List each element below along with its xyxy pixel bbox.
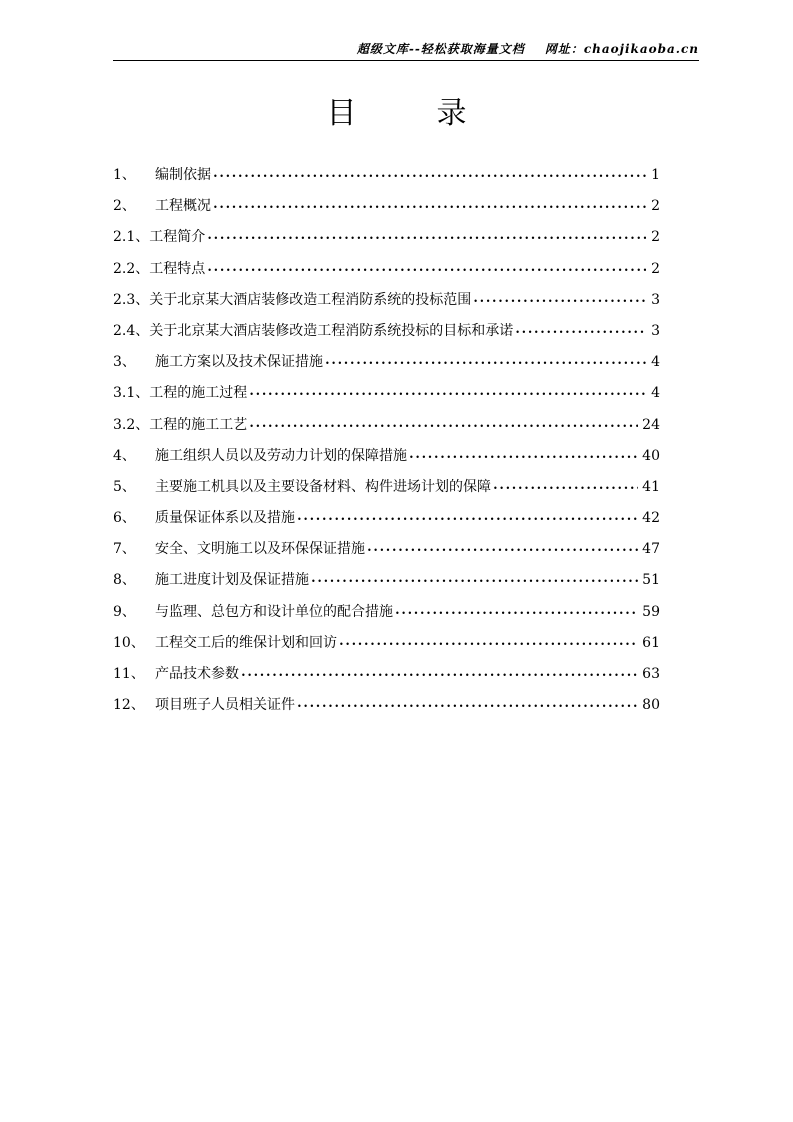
toc-entry-title: 工程概况 [155,198,211,215]
toc-entry-number: 2.4、 [113,322,150,339]
toc-entry[interactable] [113,569,660,600]
toc-entry-title: 主要施工机具以及主要设备材料、构件进场计划的保障 [155,478,491,495]
toc-entry-number: 10、 [113,634,145,651]
toc-leader-dots [409,448,638,464]
toc-entry-page: 3 [651,291,660,308]
toc-entry-page: 2 [651,260,660,277]
toc-entry-page: 2 [651,198,660,215]
toc-entry-number: 2.3、 [113,291,150,308]
toc-entry-page: 47 [642,541,660,558]
toc-entry-number: 3、 [113,354,136,371]
toc-entry-title: 关于北京某大酒店装修改造工程消防系统的投标范围 [149,291,472,308]
toc-entry[interactable] [113,164,660,195]
toc-entry-title: 工程交工后的维保计划和回访 [155,634,337,651]
toc-entry-number: 9、 [113,603,136,620]
toc-entry[interactable] [113,694,660,725]
toc-entry-number: 2.1、 [113,229,150,246]
toc-entry[interactable] [113,414,660,445]
toc-entry-page: 59 [642,603,660,620]
toc-leader-dots [473,292,646,308]
toc-entry-title: 施工进度计划及保证措施 [155,572,309,589]
toc-entry[interactable] [113,258,660,289]
table-of-contents [113,164,660,725]
toc-leader-dots [493,479,638,495]
toc-leader-dots [297,697,638,713]
toc-entry-title: 关于北京某大酒店装修改造工程消防系统投标的目标和承诺 [149,322,514,339]
toc-entry[interactable] [113,632,660,663]
toc-entry-page: 61 [642,634,660,651]
toc-leader-dots [241,666,638,682]
toc-leader-dots [213,167,646,183]
toc-entry-page: 1 [651,167,660,183]
toc-entry-number: 3.1、 [113,385,150,402]
page-header [113,36,699,61]
toc-leader-dots [249,385,646,401]
toc-leader-dots [213,198,646,214]
toc-leader-dots [367,541,638,557]
toc-entry-page: 40 [642,447,660,464]
toc-entry[interactable] [113,445,660,476]
toc-entry-title: 工程的施工工艺 [149,416,248,433]
toc-entry-page: 24 [642,416,660,433]
toc-entry-page: 2 [651,229,660,246]
toc-entry[interactable] [113,351,660,382]
toc-entry-title: 工程简介 [149,229,206,246]
toc-entry-title: 安全、文明施工以及环保保证措施 [155,541,365,558]
header-library-name: 超级文库--轻松获取海量文档 [356,42,525,56]
toc-entry-title: 工程的施工过程 [149,385,248,402]
toc-entry-title: 施工方案以及技术保证措施 [155,354,323,371]
toc-entry-title: 产品技术参数 [155,666,239,682]
toc-entry-page: 4 [651,354,660,371]
toc-leader-dots [311,572,638,588]
toc-leader-dots [207,229,646,245]
header-text [357,40,699,57]
toc-entry-number: 3.2、 [113,416,150,433]
toc-entry-number: 4、 [113,447,136,464]
toc-leader-dots [207,261,646,277]
toc-leader-dots [395,604,638,620]
toc-entry-page: 51 [642,572,660,589]
toc-entry[interactable] [113,226,660,257]
toc-entry[interactable] [113,382,660,413]
toc-entry[interactable] [113,195,660,226]
toc-leader-dots [249,417,638,433]
toc-entry-number: 2.2、 [113,260,150,277]
toc-entry-number: 1、 [113,167,136,183]
toc-entry-title: 工程特点 [149,260,206,277]
toc-entry-page: 42 [642,510,660,527]
toc-entry-page: 4 [651,385,660,402]
toc-leader-dots [297,510,638,526]
toc-entry-page: 41 [642,478,660,495]
toc-leader-dots [515,323,646,339]
toc-entry[interactable] [113,476,660,507]
toc-leader-dots [325,354,646,370]
toc-entry-number: 5、 [113,478,136,495]
toc-entry[interactable] [113,538,660,569]
toc-entry[interactable] [113,289,660,320]
toc-entry[interactable] [113,320,660,351]
toc-entry[interactable] [113,507,660,538]
toc-entry-number: 6、 [113,510,136,527]
toc-entry-title: 质量保证体系以及措施 [155,510,295,527]
toc-entry-number: 12、 [113,697,145,714]
toc-entry-title: 编制依据 [155,167,211,183]
toc-entry-title: 与监理、总包方和设计单位的配合措施 [155,603,393,620]
toc-entry[interactable] [113,601,660,632]
toc-entry[interactable] [113,663,660,694]
toc-entry-page: 80 [642,697,660,714]
toc-entry-number: 11、 [113,666,145,682]
page-title: 目录 [326,96,547,131]
toc-entry-title: 施工组织人员以及劳动力计划的保障措施 [155,447,407,464]
toc-entry-title: 项目班子人员相关证件 [155,697,295,714]
toc-entry-number: 7、 [113,541,136,558]
toc-leader-dots [339,635,638,651]
toc-entry-page: 63 [642,666,660,682]
toc-entry-number: 2、 [113,198,136,215]
toc-entry-number: 8、 [113,572,136,589]
toc-entry-page: 3 [651,322,660,339]
header-site: 网址：chaojikaoba.cn [544,42,699,56]
